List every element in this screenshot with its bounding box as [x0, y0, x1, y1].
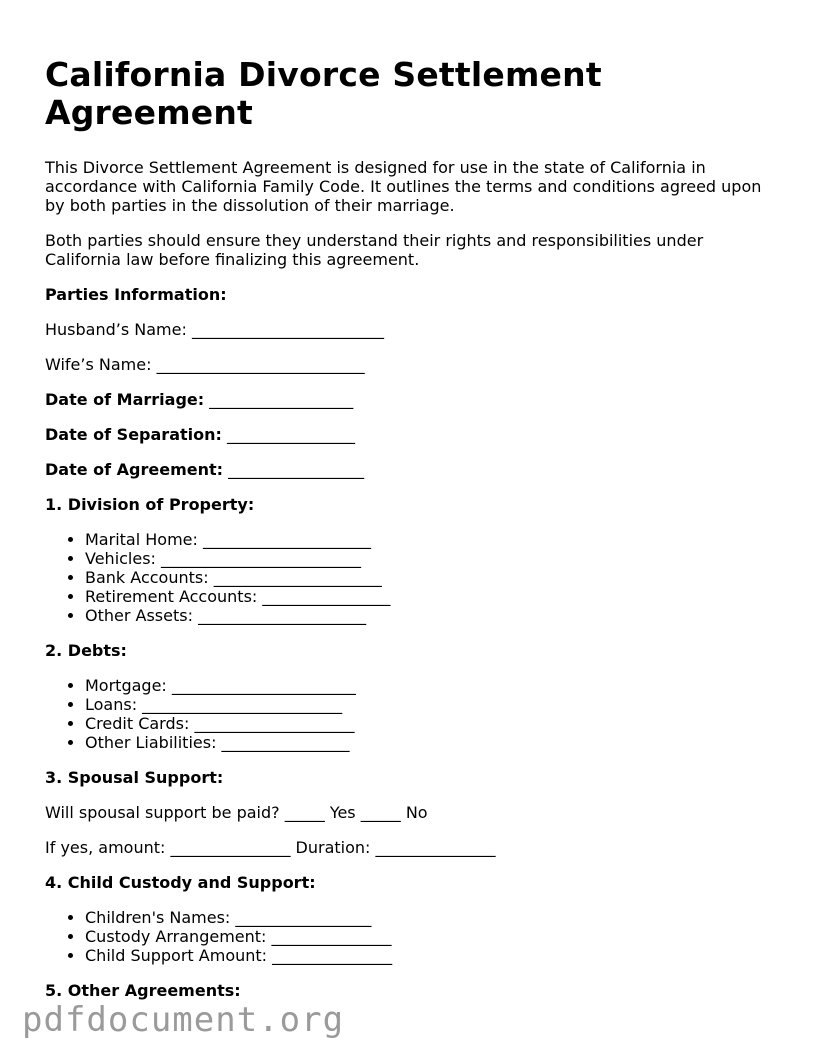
parties-heading: Parties Information:	[45, 285, 227, 304]
spousal-support-heading: 3. Spousal Support:	[45, 768, 224, 787]
list-item: • Vehicles: _________________________	[85, 549, 780, 568]
page-title: California Divorce Settlement Agreement	[45, 55, 602, 132]
intro-paragraph: This Divorce Settlement Agreement is designed for use in the state of California in accordance with California Family Code. It outlines the terms and conditions agreed upon by both parties in the dissolution of their marriage.	[45, 158, 762, 215]
list-item: • Bank Accounts: _____________________	[85, 568, 780, 587]
property-list	[45, 530, 780, 625]
date-of-separation-blank: ________________	[227, 425, 355, 444]
list-item: • Mortgage: _______________________	[85, 676, 780, 695]
list-item: • Credit Cards: ____________________	[85, 714, 780, 733]
debts-list	[45, 676, 780, 752]
debts-heading: 2. Debts:	[45, 641, 127, 660]
list-item: • Child Support Amount: _______________	[85, 946, 780, 965]
property-heading: 1. Division of Property:	[45, 495, 255, 514]
husband-name-field	[45, 320, 780, 339]
date-of-marriage-label: Date of Marriage:	[45, 390, 205, 409]
spousal-support-amount: If yes, amount: _______________ Duration: _______________	[45, 838, 496, 857]
note-paragraph: Both parties should ensure they understand their rights and responsibilities under California law before finalizing this agreement.	[45, 231, 704, 269]
watermark: pdfdocument.org	[22, 1000, 345, 1040]
husband-name-label: Husband’s Name:	[45, 320, 187, 339]
list-item: • Loans: _________________________	[85, 695, 780, 714]
wife-name-blank: __________________________	[156, 355, 365, 374]
list-item: • Retirement Accounts: ________________	[85, 587, 780, 606]
date-of-agreement-label: Date of Agreement:	[45, 460, 224, 479]
custody-heading: 4. Child Custody and Support:	[45, 873, 316, 892]
date-of-separation-label: Date of Separation:	[45, 425, 222, 444]
spousal-support-question: Will spousal support be paid? _____ Yes _____ No	[45, 803, 428, 822]
husband-name-blank: ________________________	[191, 320, 384, 339]
date-of-agreement-blank: _________________	[228, 460, 365, 479]
date-of-separation-field	[45, 425, 780, 444]
list-item: • Custody Arrangement: _______________	[85, 927, 780, 946]
custody-list	[45, 908, 780, 965]
date-of-marriage-field	[45, 390, 780, 409]
date-of-marriage-blank: __________________	[209, 390, 354, 409]
wife-name-field	[45, 355, 780, 374]
list-item: • Other Assets: _____________________	[85, 606, 780, 625]
list-item: • Other Liabilities: ________________	[85, 733, 780, 752]
list-item: • Children's Names: _________________	[85, 908, 780, 927]
other-agreements-heading: 5. Other Agreements:	[45, 981, 241, 1000]
list-item: • Marital Home: _____________________	[85, 530, 780, 549]
wife-name-label: Wife’s Name:	[45, 355, 152, 374]
date-of-agreement-field	[45, 460, 780, 479]
